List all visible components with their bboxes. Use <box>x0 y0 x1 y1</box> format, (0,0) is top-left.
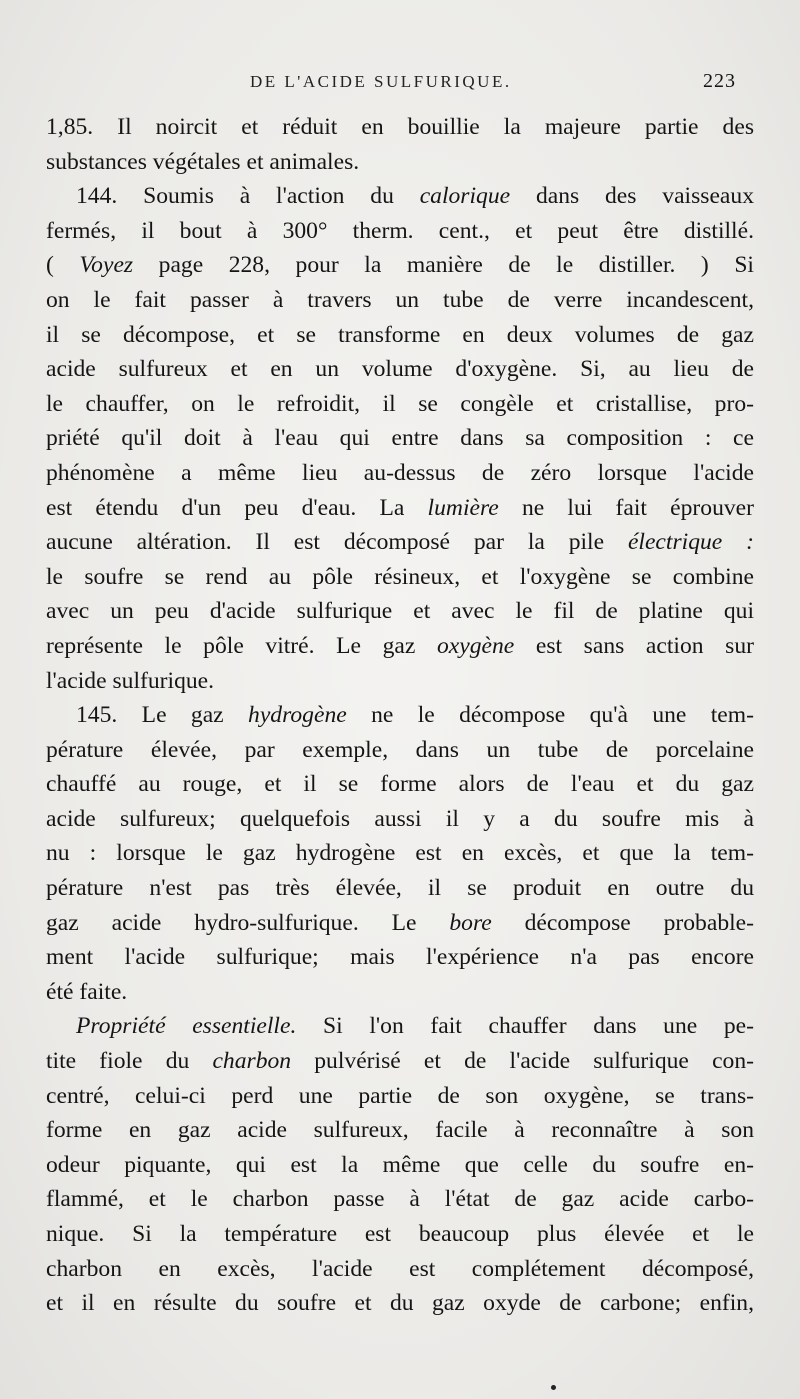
text-line <box>46 1217 754 1252</box>
text-line <box>46 1009 754 1044</box>
text-run: représente le pôle vitré. Le gaz <box>46 632 437 659</box>
text-line <box>46 1079 754 1114</box>
text-run: flammé, et le charbon passe à l'état de gaz acide carbo- <box>46 1186 754 1213</box>
page-header <box>0 72 800 102</box>
text-line <box>46 248 754 283</box>
text-line <box>46 491 754 526</box>
text-run: il se décompose, et se transforme en deux volumes de gaz <box>46 321 754 348</box>
italic-run: calorique <box>419 183 511 210</box>
text-line <box>46 179 754 214</box>
text-run: centré, celui-ci perd une partie de son oxygène, se trans- <box>46 1082 754 1109</box>
text-line <box>46 1252 754 1287</box>
text-run: 145. Le gaz <box>76 702 249 729</box>
text-run: odeur piquante, qui est la même que celle du soufre en- <box>46 1151 754 1178</box>
text-run: ne le décompose qu'à une tem- <box>346 702 754 729</box>
text-run: phénomène a même lieu au-dessus de zéro lorsque l'acide <box>46 459 754 486</box>
text-line <box>46 629 754 664</box>
text-run: fermés, il bout à 300° therm. cent., et peut être distillé. <box>46 217 754 244</box>
text-line <box>46 318 754 353</box>
text-line <box>46 906 754 941</box>
text-run: substances végétales et animales. <box>46 148 360 175</box>
text-line <box>46 283 754 318</box>
text-run: nique. Si la température est beaucoup plus élevée et le <box>46 1221 754 1247</box>
text-run: aucune altération. Il est décomposé par la pile <box>46 529 628 556</box>
text-line <box>46 664 754 699</box>
italic-run: Propriété essentielle. <box>76 1013 297 1040</box>
text-line <box>46 421 754 456</box>
text-run: ne lui fait éprouver <box>498 494 754 521</box>
text-run: priété qu'il doit à l'eau qui entre dans sa composition : ce <box>46 425 754 452</box>
text-line <box>46 802 754 837</box>
italic-run: Voyez <box>79 252 134 279</box>
ink-speck <box>551 1385 556 1390</box>
text-run: nu : lorsque le gaz hydrogène est en excès, et que la tem- <box>46 840 754 867</box>
text-line <box>46 940 754 975</box>
text-run: dans des vaisseaux <box>510 183 754 210</box>
text-run: pérature n'est pas très élevée, il se produit en outre du <box>46 875 754 902</box>
text-line <box>46 352 754 387</box>
text-line <box>46 1286 754 1321</box>
body-text <box>46 110 754 1321</box>
text-line <box>46 387 754 422</box>
text-line <box>46 698 754 733</box>
page-number: 223 <box>703 70 736 92</box>
text-line <box>46 975 754 1010</box>
text-run: Si l'on fait chauffer dans une pe- <box>296 1013 754 1040</box>
text-line <box>46 1182 754 1217</box>
text-run: acide sulfureux et en un volume d'oxygène. Si, au lieu de <box>46 356 754 383</box>
running-title: DE L'ACIDE SULFURIQUE. <box>250 72 512 91</box>
text-run: pulvérisé et de l'acide sulfurique con- <box>291 1048 754 1075</box>
text-line <box>46 214 754 249</box>
text-run: avec un peu d'acide sulfurique et avec le fil de platine qui <box>46 598 754 625</box>
text-run: été faite. <box>46 978 128 1005</box>
italic-run: électrique : <box>627 529 754 556</box>
text-line <box>46 1113 754 1148</box>
italic-run: hydrogène <box>248 702 347 729</box>
text-run: est étendu d'un peu d'eau. La <box>46 494 428 521</box>
italic-run: charbon <box>212 1048 292 1075</box>
text-run: ment l'acide sulfurique; mais l'expérience n'a pas encore <box>46 944 754 971</box>
text-line <box>46 560 754 595</box>
text-run: page 228, pour la manière de le distiller. ) Si <box>133 252 754 279</box>
text-run: 144. Soumis à l'action du <box>76 183 420 210</box>
text-line <box>46 594 754 629</box>
text-run: pérature élevée, par exemple, dans un tube de porcelaine <box>46 736 754 763</box>
text-run: et il en résulte du soufre et du gaz oxyde de carbone; enfin, <box>46 1290 754 1317</box>
text-line <box>46 1148 754 1183</box>
italic-run: oxygène <box>436 632 515 659</box>
text-run: l'acide sulfurique. <box>46 667 215 694</box>
text-line <box>46 110 754 145</box>
text-run: charbon en excès, l'acide est complétement décomposé, <box>46 1255 754 1282</box>
text-run: le chauffer, on le refroidit, il se congèle et cristallise, pro- <box>46 390 754 417</box>
text-run: on le fait passer à travers un tube de verre incandescent, <box>46 286 754 313</box>
text-run: est sans action sur <box>514 632 754 659</box>
text-run: gaz acide hydro-sulfurique. Le <box>46 909 450 936</box>
text-run: décompose probable- <box>491 909 754 936</box>
text-run: forme en gaz acide sulfureux, facile à reconnaître à son <box>46 1117 754 1144</box>
text-line <box>46 1044 754 1079</box>
text-line <box>46 871 754 906</box>
text-run: acide sulfureux; quelquefois aussi il y a du soufre mis à <box>46 805 754 832</box>
text-line <box>46 145 754 180</box>
text-run: ( <box>46 252 80 279</box>
text-run: 1,85. Il noircit et réduit en bouillie la majeure partie des <box>46 114 754 140</box>
text-run: le soufre se rend au pôle résineux, et l'oxygène se combine <box>46 563 754 590</box>
text-line <box>46 456 754 491</box>
text-run: chauffé au rouge, et il se forme alors de l'eau et du gaz <box>46 771 754 798</box>
text-line <box>46 525 754 560</box>
text-line <box>46 836 754 871</box>
text-run: tite fiole du <box>46 1048 213 1075</box>
italic-run: bore <box>449 909 492 936</box>
text-line <box>46 767 754 802</box>
italic-run: lumière <box>427 494 499 521</box>
text-line <box>46 733 754 768</box>
